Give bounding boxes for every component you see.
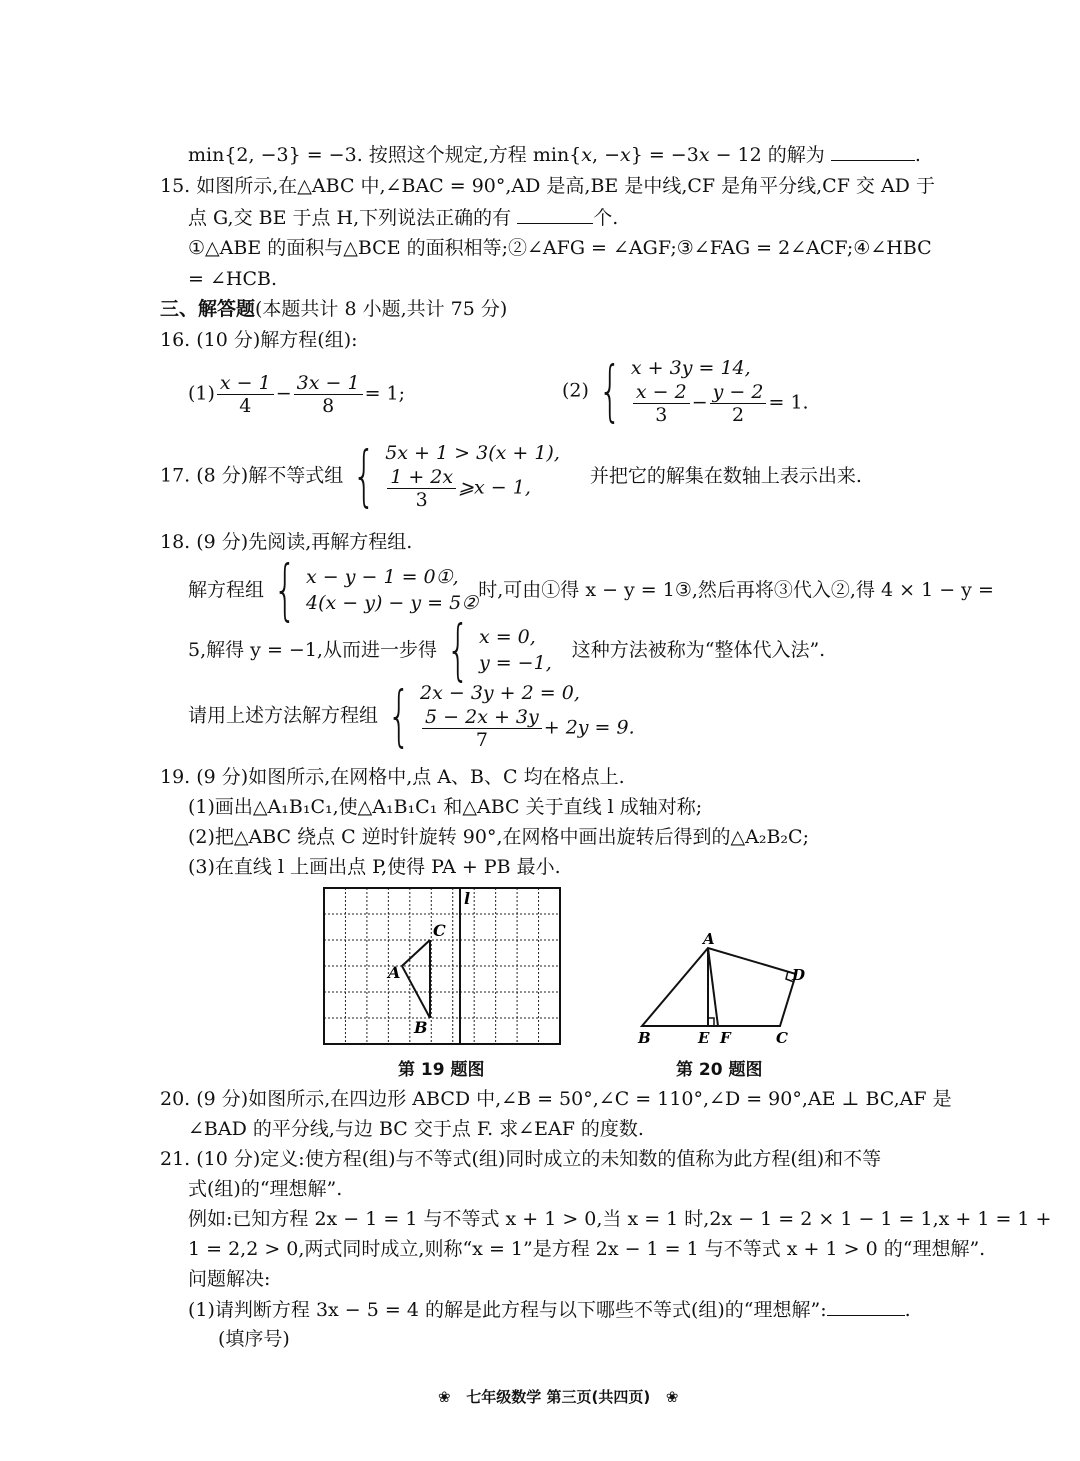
q16-part2: (2) { x + 3y = 14, $\frac{x - 2}{3}$ − $\frac{y - 2}{2}$ = 1. [562,351,809,429]
q20-line1: 20. (9 分)如图所示,在四边形 ABCD 中,∠B = 50°,∠C = 110°,∠D = 90°,AE ⊥ BC,AF 是 [160,1088,952,1110]
q17-line: 17. (8 分)解不等式组 { 5x + 1 > 3(x + 1), $\frac{1 + 2x}{3}$ ⩾x − 1, 并把它的解集在数轴上表示出来. [160,436,862,514]
brace-icon: { [273,551,297,628]
q18-title: 18. (9 分)先阅读,再解方程组. [160,531,413,553]
page-footer: ❀ 七年级数学 第三页(共四页) ❀ [438,1388,679,1406]
q21-line5: 问题解决: [188,1268,271,1290]
label-b: B [638,1029,651,1047]
q18-line1: 解方程组 { x − y − 1 = 0①, 4(x − y) − y = 5② 时,可由①得 x − y = 1③,然后再将③代入②,得 4 × 1 − y = [188,551,994,628]
q18-line3: 请用上述方法解方程组 { 2x − 3y + 2 = 0, $\frac{5 - 2x + 3y}{7}$ + 2y = 9. [188,676,635,754]
answer-blank-q21[interactable] [827,1297,905,1316]
flower-ornament-icon: ❀ [665,1388,679,1406]
label-e: E [698,1029,710,1047]
section3-heading: 三、解答题(本题共计 8 小题,共计 75 分) [160,298,508,320]
q15-line3: ①△ABE 的面积与△BCE 的面积相等;②∠AFG = ∠AGF;③∠FAG = 2∠ACF;④∠HBC [188,237,932,259]
label-a: A [388,963,401,982]
q19-line1: 19. (9 分)如图所示,在网格中,点 A、B、C 均在格点上. [160,766,625,788]
flower-ornament-icon: ❀ [438,1388,451,1406]
equation-system: x = 0, y = −1, [478,626,552,674]
label-a: A [703,930,715,948]
figure-20-caption: 第 20 题图 [676,1060,763,1080]
inequality-system: 5x + 1 > 3(x + 1), $\frac{1 + 2x}{3}$ ⩾x − 1, [385,442,560,511]
fraction: $\frac{3x - 1}{8}$ [294,372,363,417]
answer-blank-q14[interactable] [831,142,915,161]
fraction: $\frac{x - 1}{4}$ [217,372,274,417]
q18-line2: 5,解得 y = −1,从而进一步得 { x = 0, y = −1, 这种方法被称为“整体代入法”. [188,611,826,688]
brace-icon: { [352,436,376,514]
q21-line7: (填序号) [218,1328,290,1350]
figure-19-caption: 第 19 题图 [398,1060,485,1080]
q16-part1: (1) $\frac{x - 1}{4}$ − $\frac{3x - 1}{8}$ = 1; [188,372,406,417]
q19-line3: (2)把△ABC 绕点 C 逆时针旋转 90°,在网格中画出旋转后得到的△A₂B₂C; [188,826,809,848]
equation-system: 2x − 3y + 2 = 0, $\frac{5 - 2x + 3y}{7}$ + 2y = 9. [420,682,635,751]
fraction: $\frac{1 + 2x}{3}$ [387,466,456,511]
quadrilateral-abcd [642,948,796,1026]
q21-line4: 1 = 2,2 > 0,两式同时成立,则称“x = 1”是方程 2x − 1 = 1 与不等式 x + 1 > 0 的“理想解”. [188,1238,986,1260]
grid-lines [324,888,560,1044]
q20-line2: ∠BAD 的平分线,与边 BC 交于点 F. 求∠EAF 的度数. [188,1118,644,1140]
label-d: D [792,966,806,984]
q19-line2: (1)画出△A₁B₁C₁,使△A₁B₁C₁ 和△ABC 关于直线 l 成轴对称; [188,796,703,818]
figure-19-grid [320,884,565,1049]
q15-line1: 15. 如图所示,在△ABC 中,∠BAC = 90°,AD 是高,BE 是中线,CF 是角平分线,CF 交 AD 于 [160,175,935,197]
label-f: F [720,1029,731,1047]
q21-line1: 21. (10 分)定义:使方程(组)与不等式(组)同时成立的未知数的值称为此方程(组)和不等 [160,1148,882,1170]
brace-icon: { [387,676,411,754]
equation-system: x − y − 1 = 0①, 4(x − y) − y = 5② [306,566,479,614]
label-c: C [776,1029,788,1047]
q16-title: 16. (10 分)解方程(组): [160,329,358,351]
label-c: C [433,921,446,940]
label-l: l [464,889,471,908]
equation-system: x + 3y = 14, $\frac{x - 2}{3}$ − $\frac{y - 2}{2}$ = 1. [630,357,809,426]
q21-line6: (1)请判断方程 3x − 5 = 4 的解是此方程与以下哪些不等式(组)的“理想解”: . [188,1299,911,1321]
brace-icon: { [598,351,622,429]
fraction: $\frac{5 - 2x + 3y}{7}$ [422,706,542,751]
triangle-abc [402,940,430,1018]
q19-line4: (3)在直线 l 上画出点 P,使得 PA + PB 最小. [188,856,561,878]
answer-blank-q15[interactable] [517,205,593,224]
q21-line3: 例如:已知方程 2x − 1 = 1 与不等式 x + 1 > 0,当 x = 1 时,2x − 1 = 2 × 1 − 1 = 1,x + 1 = 1 + [188,1208,1052,1230]
q14-tail-line: min{2, −3} = −3. 按照这个规定,方程 min{x, −x} = −3x − 12 的解为 . [188,144,921,166]
label-b: B [414,1018,428,1037]
q21-line2: 式(组)的“理想解”. [188,1178,343,1200]
q15-line4: = ∠HCB. [188,268,277,290]
brace-icon: { [446,611,470,688]
figure-20-quadrilateral [628,928,828,1050]
q15-line2: 点 G,交 BE 于点 H,下列说法正确的有 个. [188,207,619,229]
fraction: $\frac{x - 2}{3}$ [633,381,690,426]
fraction: $\frac{y - 2}{2}$ [710,381,767,426]
segment-af [708,948,718,1026]
